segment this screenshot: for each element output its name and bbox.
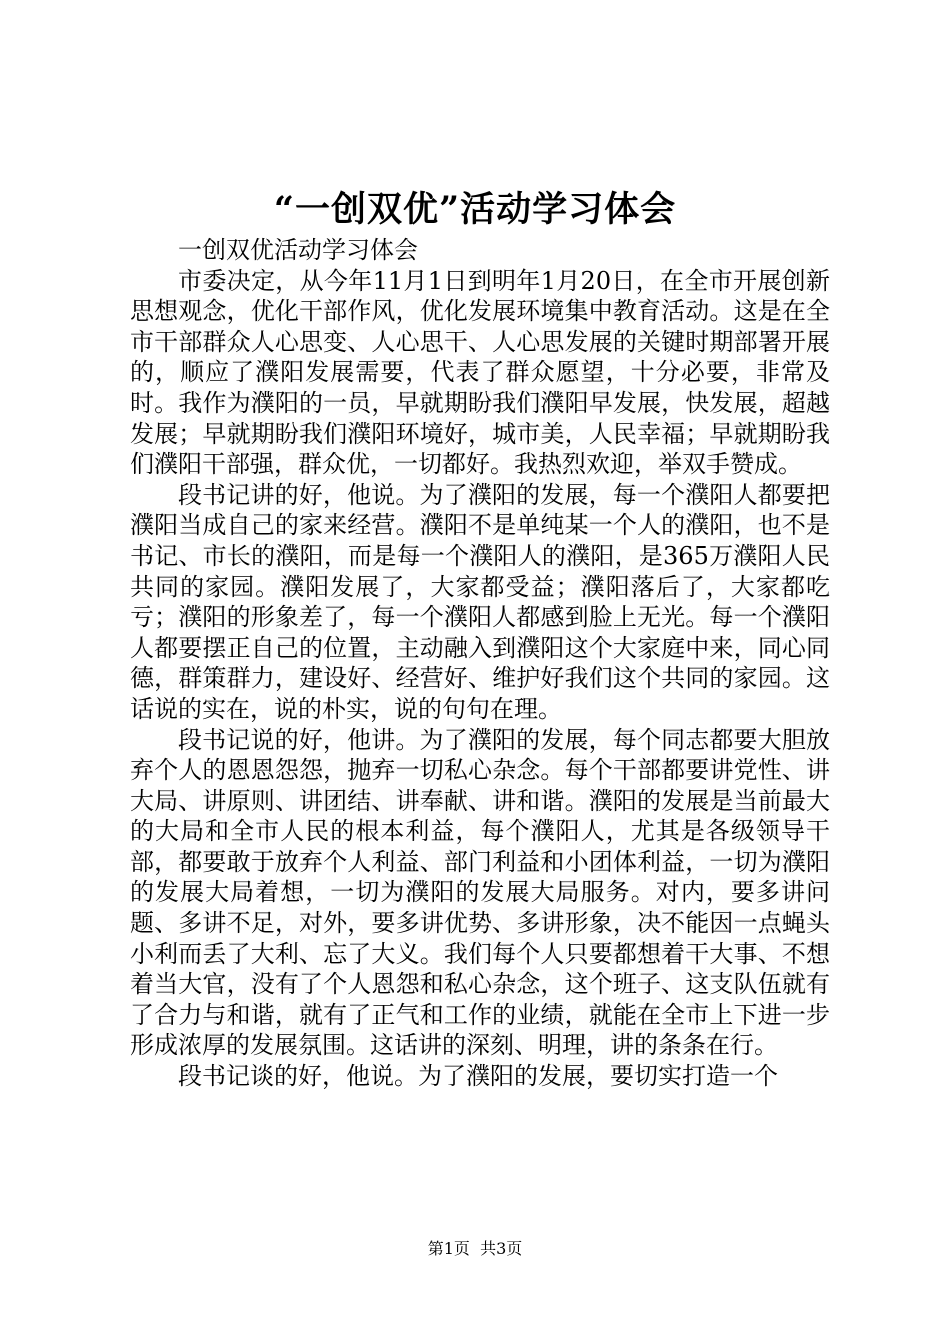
paragraph-subtitle: 一创双优活动学习体会 [178,236,418,264]
footer-separator [470,1239,480,1258]
paragraph-2: 段书记讲的好，他说。为了濮阳的发展，每一个濮阳人都要把濮阳当成自己的家来经营。濮阳不是单纯某一个人的濮阳，也不是书记、市长的濮阳，而是每一个濮阳人的濮阳，是365万濮阳人民共同的家园。濮阳发展了，大家都受益；濮阳落后了，大家都吃亏；濮阳的形象差了，每一个濮阳人都感到脸上无光。每一个濮阳人都要摆正自己的位置，主动融入到濮阳这个大家庭中来，同心同德，群策群力，建设好、经营好、维护好我们这个共同的家园。这话说的实在，说的朴实，说的句句在理。 [130,480,830,723]
page-total: 共3页 [480,1239,523,1258]
page-footer [0,1238,950,1260]
document-body [130,235,830,1092]
paragraph-1: 市委决定，从今年11月1日到明年1月20日，在全市开展创新思想观念，优化干部作风，优化发展环境集中教育活动。这是在全市干部群众人心思变、人心思干、人心思发展的关键时期部署开展的，顺应了濮阳发展需要，代表了群众愿望，十分必要，非常及时。我作为濮阳的一员，早就期盼我们濮阳早发展，快发展，超越发展；早就期盼我们濮阳环境好，城市美，人民幸福；早就期盼我们濮阳干部强，群众优，一切都好。我热烈欢迎，举双手赞成。 [130,266,830,479]
page-number: 第1页 [427,1239,470,1258]
document-title: “一创双优”活动学习体会 [273,189,677,230]
paragraph-3: 段书记说的好，他讲。为了濮阳的发展，每个同志都要大胆放弃个人的恩恩怨怨，抛弃一切私心杂念。每个干部都要讲党性、讲大局、讲原则、讲团结、讲奉献、讲和谐。濮阳的发展是当前最大的大局和全市人民的根本利益，每个濮阳人，尤其是各级领导干部，都要敢于放弃个人利益、部门利益和小团体利益，一切为濮阳的发展大局着想，一切为濮阳的发展大局服务。对内，要多讲问题、多讲不足，对外，要多讲优势、多讲形象，决不能因一点蝇头小利而丢了大利、忘了大义。我们每个人只要都想着干大事、不想着当大官，没有了个人恩怨和私心杂念，这个班子、这支队伍就有了合力与和谐，就有了正气和工作的业绩，就能在全市上下进一步形成浓厚的发展氛围。这话讲的深刻、明理，讲的条条在行。 [130,725,830,1060]
paragraph-4: 段书记谈的好，他说。为了濮阳的发展，要切实打造一个 [178,1062,778,1091]
